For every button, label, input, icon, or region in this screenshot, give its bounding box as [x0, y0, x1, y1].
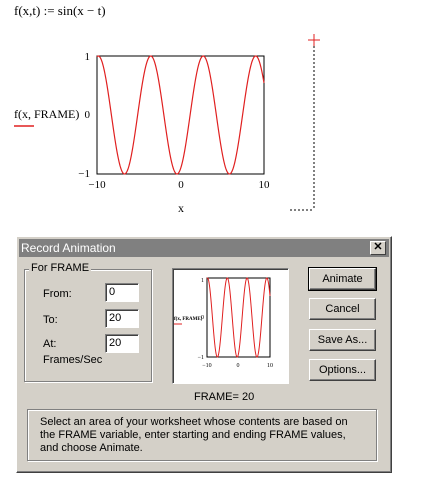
record-animation-dialog [16, 236, 392, 473]
selection-marker [288, 34, 322, 216]
preview-x-tick-max: 10 [267, 363, 273, 369]
save-as-button[interactable]: Save As... [309, 329, 376, 351]
preview-y-tick-zero: 0 [201, 315, 204, 321]
for-frame-group-label: For FRAME [31, 262, 90, 274]
dialog-titlebar[interactable] [19, 239, 389, 257]
preview-y-tick-max: 1 [201, 278, 204, 284]
frame-readout: FRAME= 20 [194, 391, 255, 403]
from-label: From: [43, 288, 72, 300]
main-plot[interactable] [0, 40, 280, 234]
preview-x-tick-min: −10 [202, 363, 212, 369]
plot-frame [97, 56, 264, 174]
main-plot-curve [97, 56, 264, 174]
preview-plot-svg [173, 269, 288, 383]
to-label: To: [43, 314, 58, 326]
fps-input[interactable]: 20 [105, 334, 139, 353]
options-button[interactable]: Options... [309, 359, 376, 381]
y-tick-min: −1 [78, 168, 90, 180]
preview-y-tick-min: −1 [197, 355, 204, 361]
preview-y-axis-label: f(x, FRAME) [174, 317, 203, 322]
from-input[interactable]: 0 [105, 283, 139, 302]
cancel-button[interactable]: Cancel [309, 298, 376, 320]
preview-plot-frame [207, 278, 270, 357]
help-text: Select an area of your worksheet whose contents are based on the FRAME variable, enter starting and ending FRAME values, and choose Animate. [27, 409, 377, 461]
function-definition[interactable]: f(x,t) := sin(x − t) [14, 3, 106, 18]
close-icon: ✕ [373, 241, 383, 253]
close-button[interactable] [370, 241, 386, 255]
y-tick-zero: 0 [84, 109, 90, 121]
x-axis-label[interactable]: x [178, 201, 184, 215]
y-axis-label[interactable]: f(x, FRAME) [14, 107, 80, 121]
main-plot-svg [0, 40, 280, 230]
fps-label: Frames/Sec [43, 354, 103, 366]
x-tick-mid: 0 [178, 179, 184, 191]
dialog-title: Record Animation [21, 241, 116, 255]
crosshair-icon [308, 34, 320, 46]
preview-plot-curve [207, 278, 270, 357]
at-label: At: [43, 338, 57, 350]
to-input[interactable]: 20 [105, 309, 139, 328]
y-tick-max: 1 [84, 51, 90, 63]
animation-preview [172, 268, 289, 384]
x-tick-max: 10 [258, 179, 270, 191]
animate-button[interactable]: Animate [309, 268, 376, 290]
x-tick-min: −10 [88, 179, 106, 191]
preview-x-tick-mid: 0 [236, 363, 240, 369]
